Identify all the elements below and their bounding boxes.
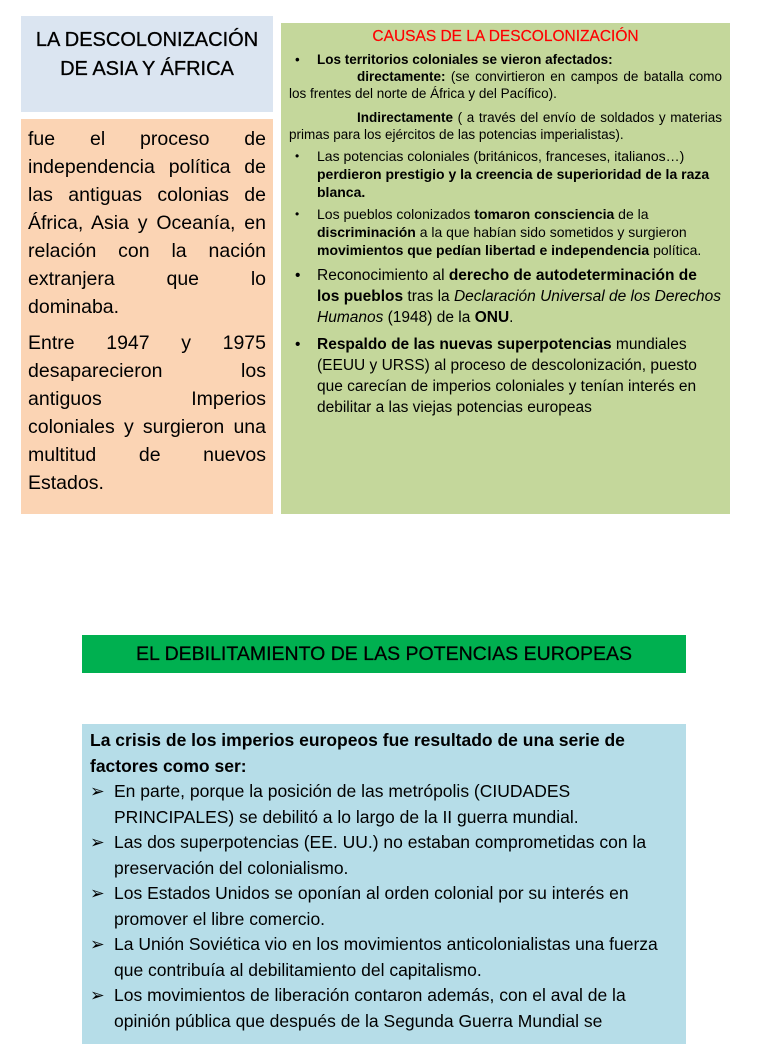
cause-bold-text: perdieron prestigio y la creencia de superioridad de la raza blanca. [317, 166, 710, 200]
cause-bold-text: derecho de autodeterminación de los pueblos [317, 267, 697, 305]
factor-text: Los movimientos de liberación contaron además, con el aval de la opinión pública que después de la Segunda Guerra Mundial se [114, 985, 626, 1031]
definition-paragraph-1: fue el proceso de independencia política de las antiguas colonias de África, Asia y Oceanía, en relación con la nación extranjera que lo dominaba. [28, 128, 266, 318]
cause-text: Reconocimiento al [317, 267, 449, 284]
bullet-icon: • [295, 336, 301, 353]
indirect-label: Indirectamente [357, 110, 454, 125]
direct-text: (se convirtieron en campos de batalla como los frentes del norte de África y del Pacífico). [289, 69, 722, 101]
cause-text: mundiales (EEUU y URSS) al proceso de descolonización, puesto que carecían de imperios coloniales y tenían interés en debilitar a las viejas potencias europeas [317, 336, 697, 416]
factor-text: Las dos superpotencias (EE. UU.) no estaban comprometidas con la preservación del colonialismo. [114, 832, 647, 878]
cause-item-lost-prestige [289, 147, 722, 201]
cause-item-label: Los territorios coloniales se vieron afectados: [317, 52, 613, 67]
cause-item-self-determination [289, 265, 722, 328]
cause-bold-text: movimientos que pedían libertad e independencia [317, 242, 650, 258]
section-heading: EL DEBILITAMIENTO DE LAS POTENCIAS EUROPEAS [82, 635, 686, 673]
cause-text: Las potencias coloniales (británicos, franceses, italianos…) [317, 148, 685, 164]
cause-bold-text: Respaldo de las nuevas superpotencias [317, 336, 612, 353]
main-title-line-1: LA DESCOLONIZACIÓN [35, 29, 259, 51]
arrow-bullet-icon: ➢ [90, 781, 105, 801]
cause-direct-paragraph [289, 68, 722, 102]
weakening-factors-box [82, 724, 686, 1044]
factor-item [90, 932, 678, 983]
factor-item [90, 881, 678, 932]
cause-text: (1948) de la [383, 309, 475, 326]
bullet-icon: • [295, 52, 300, 67]
arrow-bullet-icon: ➢ [90, 883, 105, 903]
causes-box [281, 23, 730, 514]
bullet-icon: • [295, 149, 300, 163]
main-title-line-2: DE ASIA Y ÁFRICA [60, 58, 234, 80]
cause-text: a la que habían sido sometidos y surgieron [415, 224, 687, 240]
cause-text: tras la [403, 288, 454, 305]
arrow-bullet-icon: ➢ [90, 985, 105, 1005]
cause-text: Los pueblos colonizados [317, 206, 475, 222]
cause-bold-text: tomaron consciencia [474, 206, 615, 222]
cause-item-consciousness [289, 205, 722, 259]
main-title [21, 16, 273, 112]
factor-text: Los Estados Unidos se oponían al orden colonial por su interés en promover el libre comercio. [114, 883, 629, 929]
cause-text: de la [614, 206, 649, 222]
cause-bold-text: ONU [474, 309, 510, 326]
cause-italic-text: Declaración Universal de los Derechos Humanos [317, 288, 722, 326]
cause-indirect-paragraph [289, 109, 722, 143]
bullet-icon: • [295, 207, 300, 221]
cause-item-superpowers [289, 334, 722, 418]
direct-label: directamente: [357, 69, 446, 84]
cause-item-affected-territories [289, 51, 722, 68]
bullet-icon: • [295, 267, 301, 284]
factor-text: En parte, porque la posición de las metrópolis (CIUDADES PRINCIPALES) se debilitó a lo largo de la II guerra mundial. [114, 781, 579, 827]
cause-text: . [509, 309, 514, 326]
arrow-bullet-icon: ➢ [90, 934, 105, 954]
factor-item [90, 830, 678, 881]
indirect-text: ( a través del envío de soldados y materias primas para los ejércitos de las potencias imperialistas). [289, 110, 722, 142]
definition-paragraph-2: Entre 1947 y 1975 desaparecieron los antiguos Imperios coloniales y surgieron una multitud de nuevos Estados. [28, 332, 266, 494]
cause-bold-text: discriminación [317, 224, 416, 240]
factor-text: La Unión Soviética vio en los movimientos anticolonialistas una fuerza que contribuía al debilitamiento del capitalismo. [114, 934, 658, 980]
factor-item [90, 983, 678, 1034]
factors-intro: La crisis de los imperios europeos fue resultado de una serie de factores como ser: [90, 730, 625, 776]
arrow-bullet-icon: ➢ [90, 832, 105, 852]
definition-box [21, 119, 273, 514]
factor-item [90, 779, 678, 830]
cause-text: política. [649, 242, 702, 258]
causes-heading: CAUSAS DE LA DESCOLONIZACIÓN [372, 28, 639, 45]
